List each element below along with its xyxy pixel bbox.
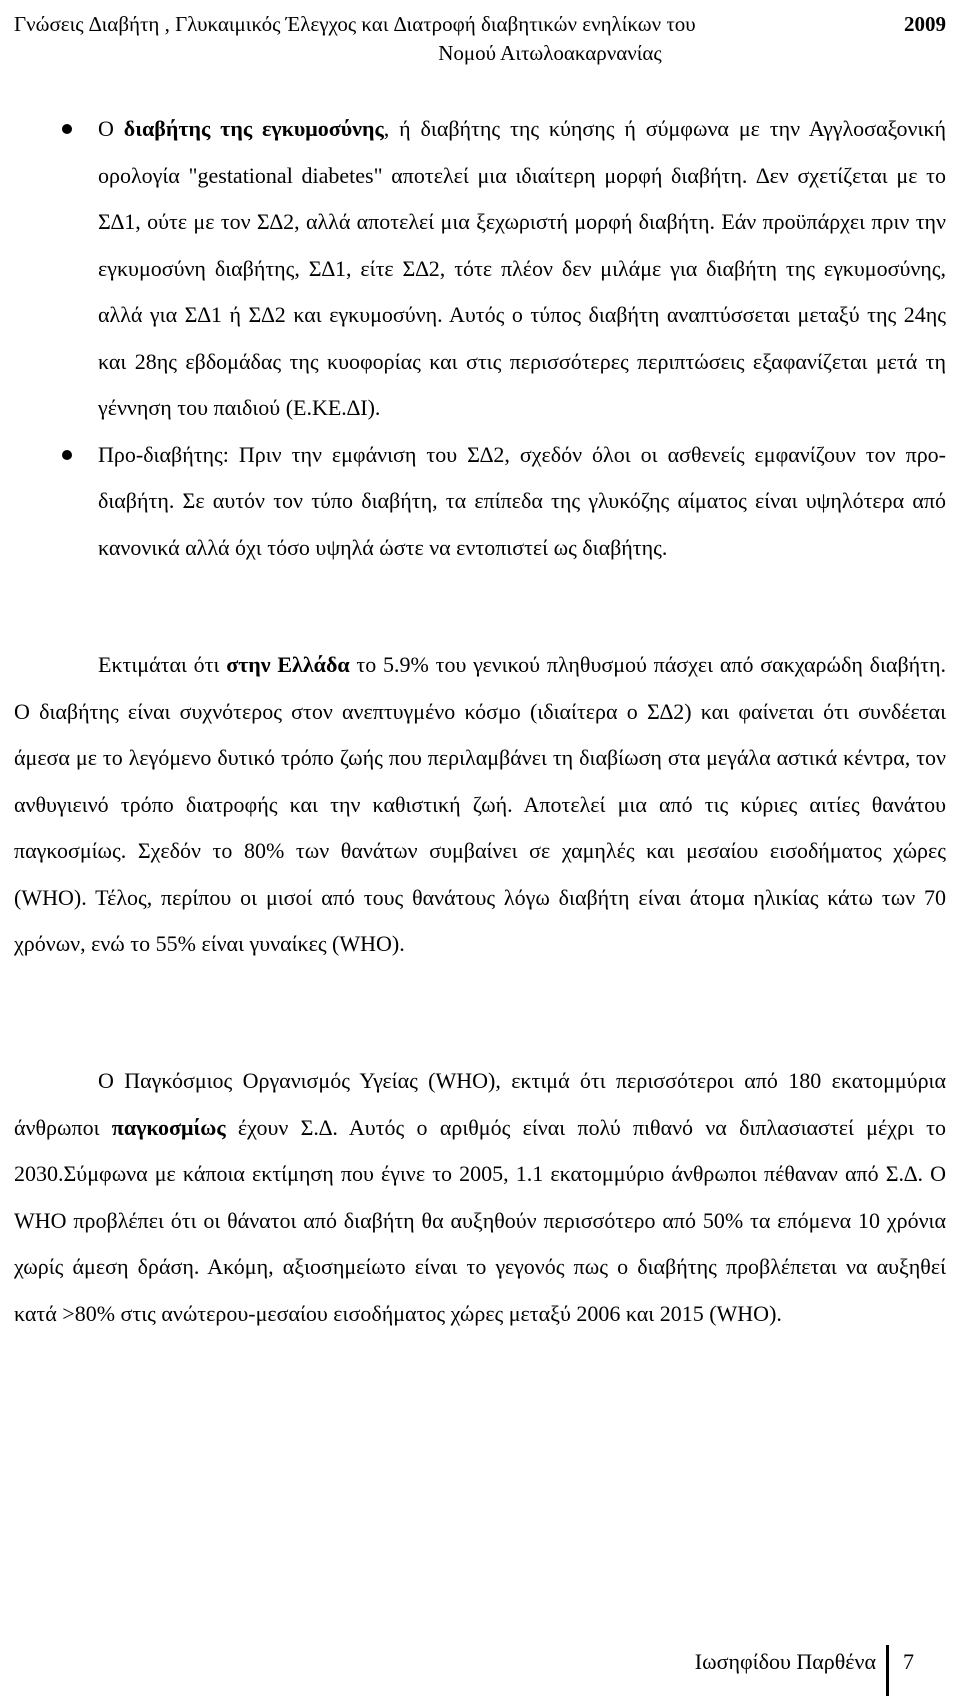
paragraph-bold: στην Ελλάδα: [226, 652, 350, 677]
paragraph-bold: παγκοσμίως: [111, 1114, 226, 1140]
paragraph-prefix: Ο Παγκόσμιος Οργανισμός Υγείας (WHO), εκτιμά ότι περισσότεροι από 180 εκατομμύρια άνθρωποι: [14, 1068, 946, 1140]
paragraph-prefix: Εκτιμάται ότι: [98, 652, 227, 677]
bullet-list: [14, 106, 946, 571]
paragraph-who: [14, 1058, 946, 1337]
bullet-prefix: Ο: [98, 116, 124, 141]
bullet-item-prediabetes: [14, 432, 946, 572]
paragraph-greece: [14, 642, 946, 968]
bullet-text: Προ-διαβήτης: Πριν την εμφάνιση του Σ∆2, σχεδόν όλοι οι ασθενείς εμφανίζουν τον προ-διαβήτη. Σε αυτόν τον τύπο διαβήτη, τα επίπεδα της γλυκόζης αίματος είναι υψηλότερα από κανονικά αλλά όχι τόσο υψηλά ώστε να εντοπιστεί ως διαβήτης.: [98, 441, 946, 560]
page-number: 7: [903, 1649, 914, 1674]
paragraph-text: το 5.9% του γενικού πληθυσμού πάσχει από σακχαρώδη διαβήτη. Ο διαβήτης είναι συχνότερος στον ανεπτυγμένο κόσμο (ιδιαίτερα ο Σ∆2) και φαίνεται ότι συνδέεται άμεσα με το λεγόμενο δυτικό τρόπο ζωής που περιλαμβάνει τη διαβίωση στα μεγάλα αστικά κέντρα, τον ανθυγιεινό τρόπο διατροφής και την καθιστική ζωή. Αποτελεί μια από τις κύριες αιτίες θανάτου παγκοσμίως. Σχεδόν το 80% των θανάτων συμβαίνει σε χαμηλές και μεσαίου εισοδήματος χώρες (WHO). Τέλος, περίπου οι μισοί από τους θανάτους λόγω διαβήτη είναι άτομα ηλικίας κάτω των 70 χρόνων, ενώ το 55% είναι γυναίκες (WHO).: [14, 652, 946, 956]
header-title-line2: Νομού Αιτωλοακαρνανίας: [438, 41, 662, 65]
footer-author: Ιωσηφίδου Παρθένα: [694, 1649, 876, 1674]
header-title-line1: Γνώσεις ∆ιαβήτη , Γλυκαιμικός Έλεγχος και ∆ιατροφή διαβητικών ενηλίκων του: [14, 12, 696, 36]
page-footer: [695, 1641, 960, 1696]
paragraph-text: έχουν Σ.∆. Αυτός ο αριθμός είναι πολύ πιθανό να διπλασιαστεί μέχρι το 2030.Σύμφωνα με κάποια εκτίμηση που έγινε το 2005, 1.1 εκατομμύριο άνθρωποι πέθαναν από Σ.∆. Ο WHO προβλέπει ότι οι θάνατοι από διαβήτη θα αυξηθούν περισσότερο από 50% τα επόμενα 10 χρόνια χωρίς άμεση δράση. Ακόμη, αξιοσημείωτο είναι το γεγονός πως ο διαβήτης προβλέπεται να αυξηθεί κατά >80% στις ανώτερου-μεσαίου εισοδήματος χώρες μεταξύ 2006 και 2015 (WHO).: [14, 1114, 947, 1326]
header-year: 2009: [904, 12, 946, 36]
bullet-dot-icon: [62, 124, 72, 134]
bullet-lead-bold: διαβήτης της εγκυμοσύνης: [123, 116, 384, 141]
bullet-item-gestational: [14, 106, 946, 432]
bullet-dot-icon: [62, 450, 72, 460]
running-header: [14, 10, 946, 68]
bullet-text: , ή διαβήτης της κύησης ή σύμφωνα με την Αγγλοσαξονική ορολογία "gestational diabetes" αποτελεί μια ιδιαίτερη μορφή διαβήτη. ∆εν σχετίζεται με το Σ∆1, ούτε με τον Σ∆2, αλλά αποτελεί μια ξεχωριστή μορφή διαβήτη. Εάν προϋπάρχει πριν την εγκυμοσύνη διαβήτης, Σ∆1, είτε Σ∆2, τότε πλέον δεν μιλάμε για διαβήτη της εγκυμοσύνης, αλλά για Σ∆1 ή Σ∆2 και εγκυμοσύνη. Αυτός ο τύπος διαβήτη αναπτύσσεται μεταξύ της 24ης και 28ης εβδομάδας της κυοφορίας και στις περισσότερες περιπτώσεις εξαφανίζεται μετά τη γέννηση του παιδιού (Ε.ΚΕ.∆Ι).: [98, 116, 947, 420]
